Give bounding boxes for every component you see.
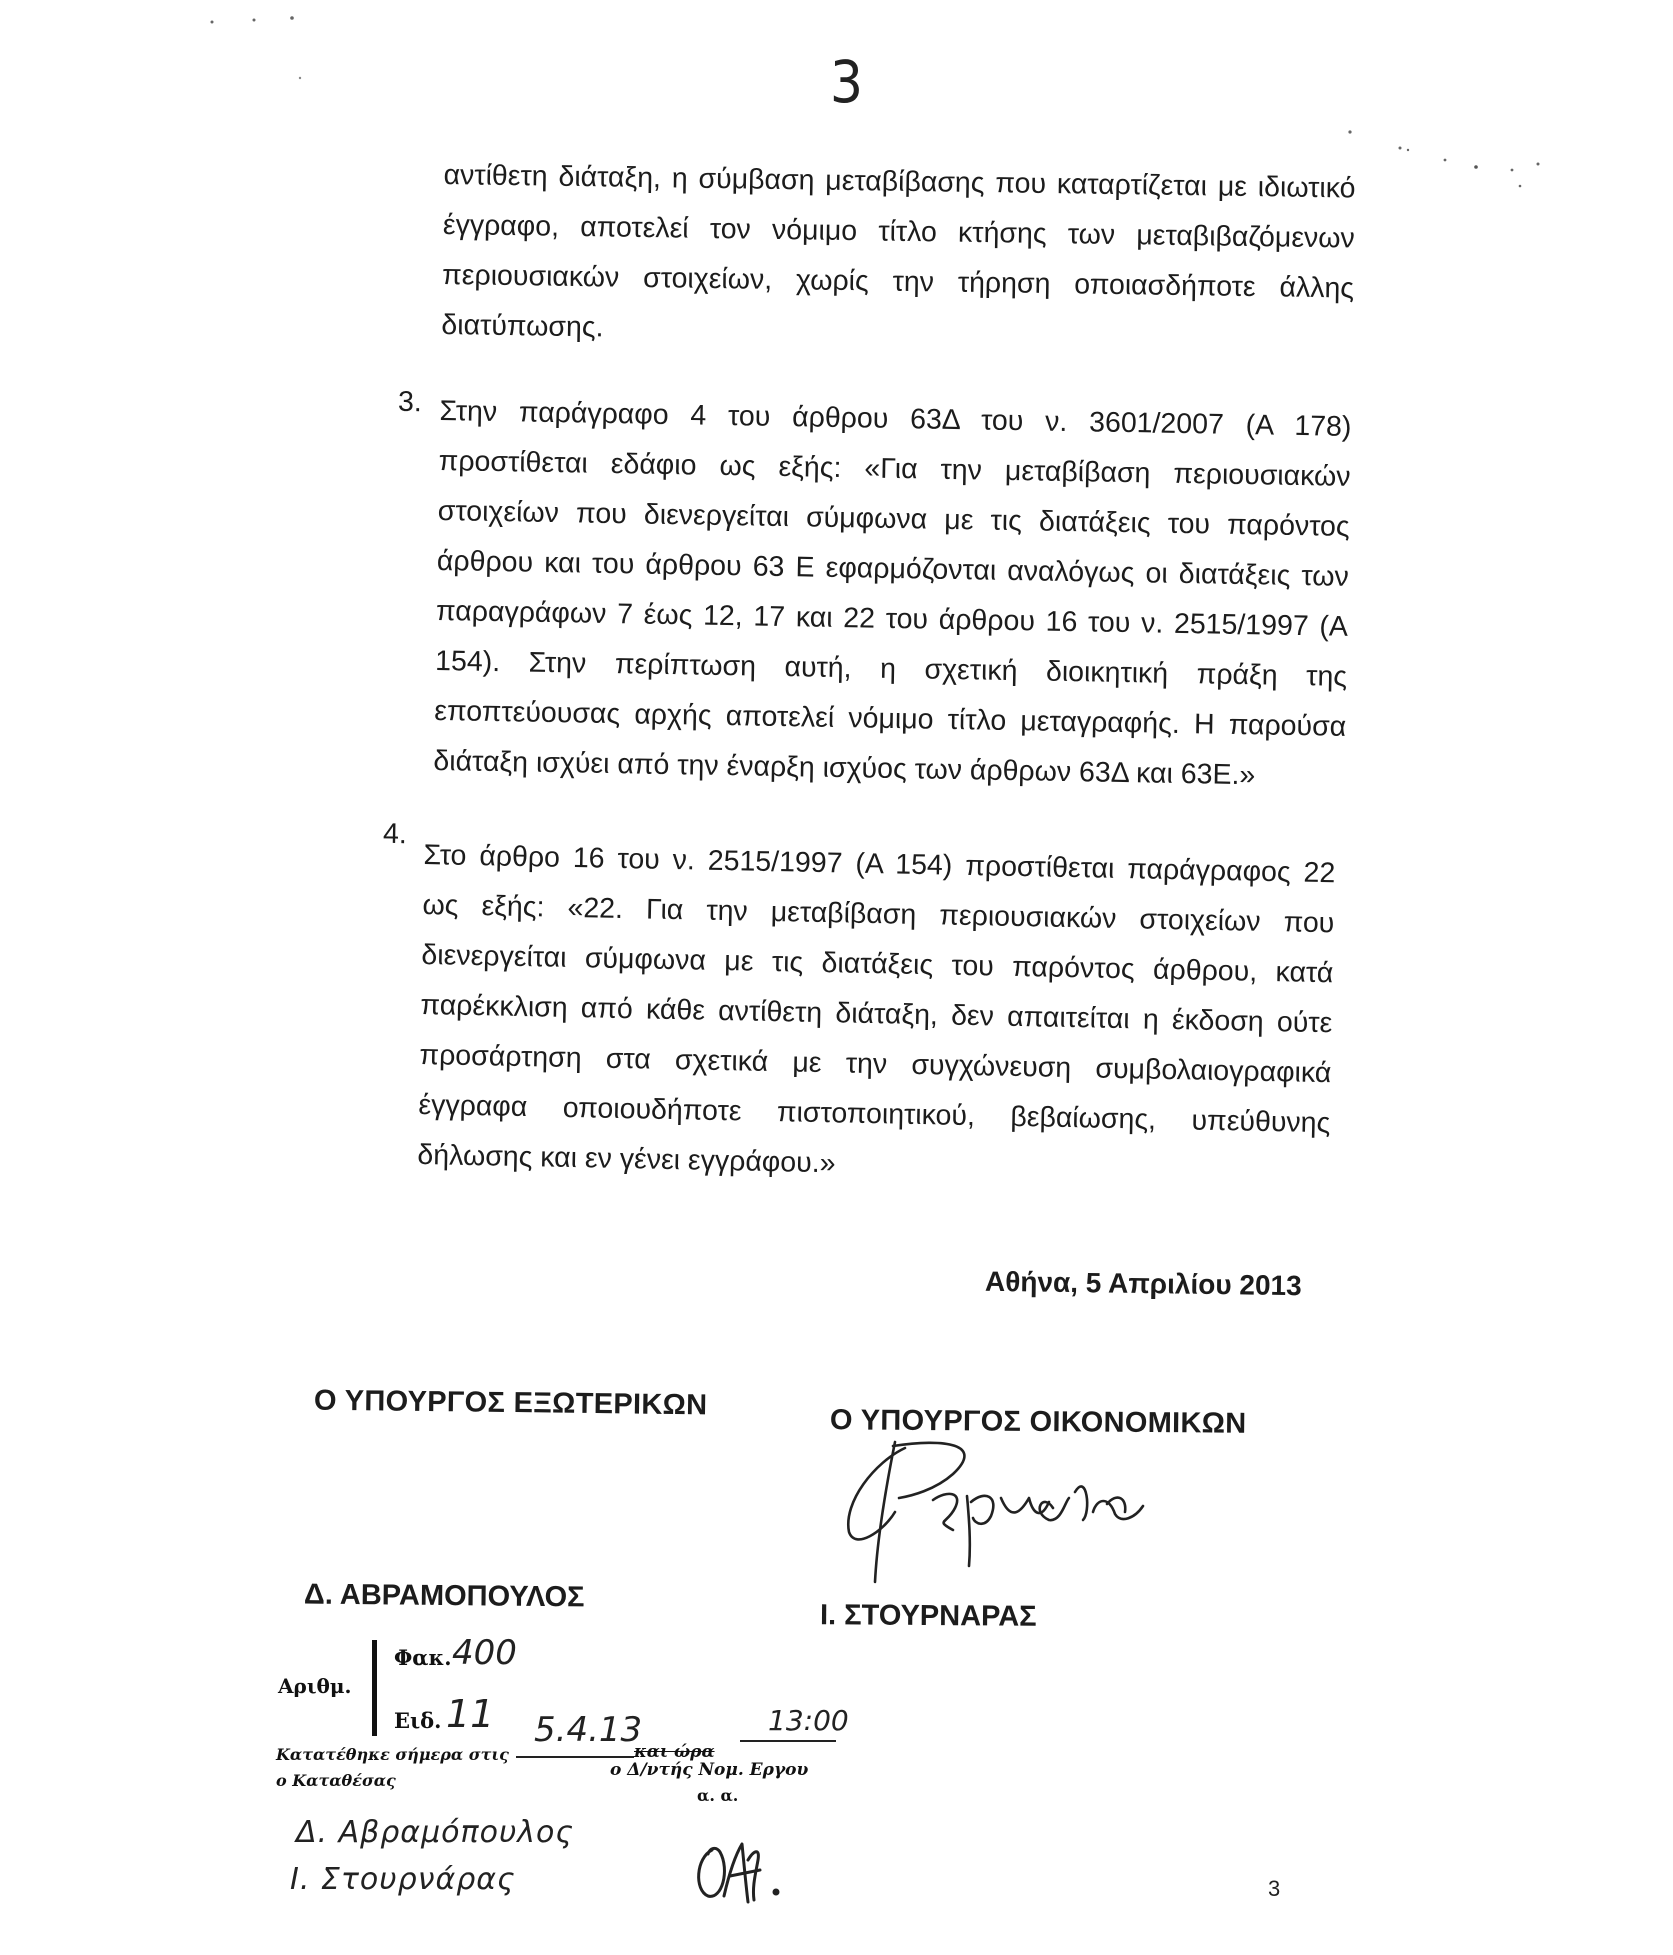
stamp-type-value: 11 bbox=[446, 1692, 495, 1736]
handwritten-name: Ι. Στουρνάρας bbox=[290, 1862, 516, 1897]
item-3-paragraph bbox=[433, 386, 1352, 802]
text-line: άρθρου και του άρθρου 63 Ε εφαρμόζονται αναλόγως οι διατάξεις των bbox=[436, 544, 1350, 593]
minister-name-left: Δ. ΑΒΡΑΜΟΠΟΥΛΟΣ bbox=[303, 1578, 585, 1614]
handwritten-name: Δ. Αβραμόπουλος bbox=[296, 1815, 575, 1850]
text-line: εποπτεύουσας αρχής αποτελεί νόμιμο τίτλο μεταγραφής. Η παρούσα bbox=[434, 694, 1347, 743]
stamp-type-label: Ειδ. bbox=[394, 1708, 442, 1733]
text-line: έγγραφα οποιουδήποτε πιστοποιητικού, βεβαίωσης, υπεύθυνης bbox=[418, 1088, 1331, 1140]
text-line: δήλωσης και εν γένει εγγράφου.» bbox=[417, 1138, 836, 1180]
item-number: 4. bbox=[382, 817, 408, 851]
stamp-time-value: 13:00 bbox=[768, 1704, 849, 1737]
stamp-date-value: 5.4.13 bbox=[534, 1710, 643, 1750]
stamp-aa-label: α. α. bbox=[697, 1786, 739, 1805]
text-line: προστίθεται εδάφιο ως εξής: «Για την μεταβίβαση περιουσιακών bbox=[438, 444, 1351, 493]
text-line: διατύπωσης. bbox=[441, 308, 604, 344]
handwritten-initials bbox=[690, 1830, 790, 1910]
minister-title-finance: Ο ΥΠΟΥΡΓΟΣ ΟΙΚΟΝΟΜΙΚΩΝ bbox=[829, 1404, 1247, 1440]
page-number: 3 bbox=[1268, 1876, 1281, 1901]
item-4-paragraph bbox=[417, 830, 1336, 1198]
stamp-bracket bbox=[372, 1640, 377, 1736]
stamp-file-value: 400 bbox=[452, 1633, 517, 1673]
text-line: παραγράφων 7 έως 12, 17 και 22 του άρθρου 16 του ν. 2515/1997 (Α bbox=[435, 594, 1349, 643]
time-underline bbox=[740, 1740, 836, 1742]
text-line: προσάρτηση στα σχετικά με την συγχώνευση συμβολαιογραφικά bbox=[419, 1038, 1332, 1090]
minister-name-right: Ι. ΣΤΟΥΡΝΑΡΑΣ bbox=[819, 1599, 1037, 1633]
date-underline bbox=[516, 1756, 634, 1758]
text-line: Στο άρθρο 16 του ν. 2515/1997 (Α 154) προστίθεται παράγραφος 22 bbox=[423, 838, 1336, 890]
signature-stournaras bbox=[835, 1432, 1155, 1602]
continuation-paragraph bbox=[441, 150, 1356, 364]
text-line: στοιχείων που διενεργείται σύμφωνα με τις διατάξεις του παρόντος bbox=[437, 494, 1350, 543]
text-line: παρέκκλιση από κάθε αντίθετη διάταξη, δεν απαιτείται η έκδοση ούτε bbox=[420, 988, 1333, 1040]
text-line: αντίθετη διάταξη, η σύμβαση μεταβίβασης που καταρτίζεται με ιδιωτικό bbox=[443, 158, 1356, 205]
text-line: περιουσιακών στοιχείων, χωρίς την τήρηση οποιασδήποτε άλλης bbox=[441, 258, 1355, 305]
minister-title-foreign: Ο ΥΠΟΥΡΓΟΣ ΕΞΩΤΕΡΙΚΩΝ bbox=[313, 1384, 708, 1422]
item-number: 3. bbox=[397, 385, 423, 419]
text-line: έγγραφο, αποτελεί τον νόμιμο τίτλο κτήσης των μεταβιβαζόμενων bbox=[442, 208, 1356, 255]
stamp-depositor-label: ο Καταθέσας bbox=[276, 1771, 396, 1790]
text-line: ως εξής: «22. Για την μεταβίβαση περιουσιακών στοιχείων που bbox=[422, 888, 1335, 940]
text-line: διενεργείται σύμφωνα με τις διατάξεις του παρόντος άρθρου, κατά bbox=[421, 938, 1334, 990]
text-line: 154). Στην περίπτωση αυτή, η σχετική διοικητική πράξη της bbox=[434, 644, 1348, 693]
handwritten-page-number: 3 bbox=[829, 48, 864, 116]
place-date-line: Αθήνα, 5 Απριλίου 2013 bbox=[984, 1265, 1302, 1302]
stamp-director-label: ο Δ/ντής Νομ. Εργου bbox=[610, 1760, 809, 1780]
stamp-time-label: και ώρα bbox=[634, 1742, 715, 1762]
stamp-deposited-label: Κατατέθηκε σήμερα στις bbox=[276, 1745, 509, 1764]
stamp-number-label: Αριθμ. bbox=[278, 1674, 352, 1698]
text-line: Στην παράγραφο 4 του άρθρου 63Δ του ν. 3601/2007 (Α 178) bbox=[439, 394, 1352, 443]
text-line: διάταξη ισχύει από την έναρξη ισχύος των άρθρων 63Δ και 63Ε.» bbox=[433, 744, 1256, 792]
stamp-file-label: Φακ. bbox=[394, 1645, 452, 1670]
